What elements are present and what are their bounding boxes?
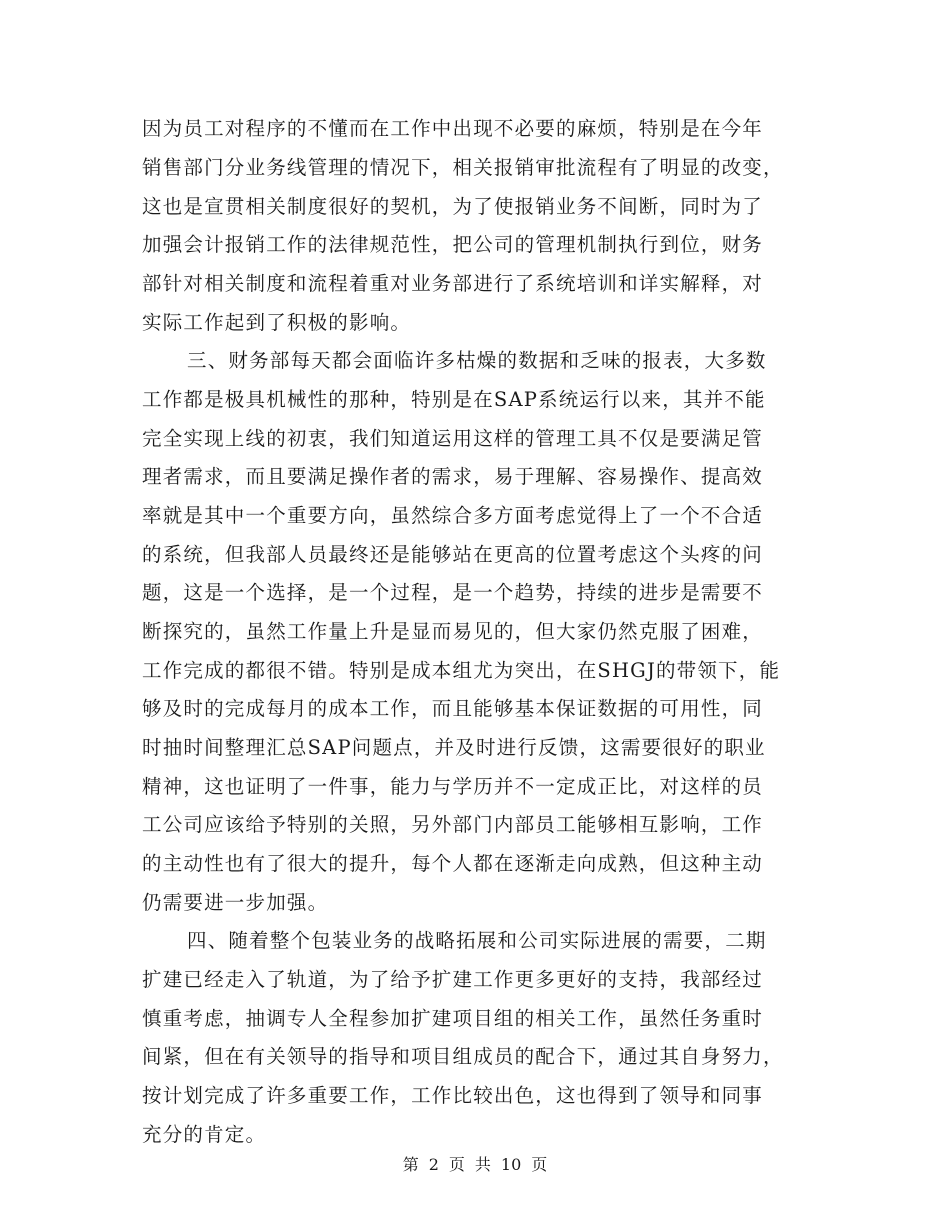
text-line: 因为员工对程序的不懂而在工作中出现不必要的麻烦，特别是在今年 (142, 117, 764, 140)
footer-suffix: 页 (531, 1155, 548, 1174)
text-line: 理者需求，而且要满足操作者的需求，易于理解、容易操作、提高效 (142, 465, 764, 488)
text-line: 完全实现上线的初衷，我们知道运用这样的管理工具不仅是要满足管 (142, 427, 764, 450)
footer-total-label: 共 (474, 1155, 491, 1174)
page-footer (0, 1154, 950, 1176)
text-line: 仍需要进一步加强。 (142, 891, 329, 914)
text-line: 的系统，但我部人员最终还是能够站在更高的位置考虑这个头疼的问 (142, 543, 764, 566)
text-line: 按计划完成了许多重要工作，工作比较出色，这也得到了领导和同事 (142, 1084, 764, 1107)
footer-prefix: 第 (402, 1155, 419, 1174)
text-line: 充分的肯定。 (142, 1123, 267, 1146)
text-line: 率就是其中一个重要方向，虽然综合多方面考虑觉得上了一个不合适 (142, 504, 764, 527)
text-line: 慎重考虑，抽调专人全程参加扩建项目组的相关工作，虽然任务重时 (142, 1007, 764, 1030)
paragraph-start-line: 四、随着整个包装业务的战略拓展和公司实际进展的需要，二期 (187, 929, 767, 952)
text-line: 部针对相关制度和流程着重对业务部进行了系统培训和详实解释，对 (142, 272, 764, 295)
footer-total-pages: 10 (500, 1155, 522, 1174)
text-line: 断探究的，虽然工作量上升是显而易见的，但大家仍然克服了困难， (142, 620, 764, 643)
text-line: 够及时的完成每月的成本工作，而且能够基本保证数据的可用性，同 (142, 697, 764, 720)
text-line: 扩建已经走入了轨道，为了给予扩建工作更多更好的支持，我部经过 (142, 968, 764, 991)
text-line: 销售部门分业务线管理的情况下，相关报销审批流程有了明显的改变， (142, 156, 784, 179)
text-line: 实际工作起到了积极的影响。 (142, 311, 412, 334)
text-line: 间紧，但在有关领导的指导和项目组成员的配合下，通过其自身努力， (142, 1045, 784, 1068)
text-line: 的主动性也有了很大的提升，每个人都在逐渐走向成熟，但这种主动 (142, 852, 764, 875)
text-line: 工作完成的都很不错。特别是成本组尤为突出，在SHGJ的带领下，能 (142, 659, 781, 682)
text-line: 题，这是一个选择，是一个过程，是一个趋势，持续的进步是需要不 (142, 581, 764, 604)
text-line: 时抽时间整理汇总SAP问题点，并及时进行反馈，这需要很好的职业 (142, 736, 766, 759)
paragraph-start-line: 三、财务部每天都会面临许多枯燥的数据和乏味的报表，大多数 (187, 349, 767, 372)
text-line: 精神，这也证明了一件事，能力与学历并不一定成正比，对这样的员 (142, 775, 764, 798)
text-line: 这也是宣贯相关制度很好的契机，为了使报销业务不间断，同时为了 (142, 195, 764, 218)
text-line: 工作都是极具机械性的那种，特别是在SAP系统运行以来，其并不能 (142, 388, 766, 411)
text-line: 工公司应该给予特别的关照，另外部门内部员工能够相互影响，工作 (142, 813, 764, 836)
text-line: 加强会计报销工作的法律规范性，把公司的管理机制执行到位，财务 (142, 233, 764, 256)
footer-page-label: 页 (448, 1155, 465, 1174)
footer-page-number: 2 (428, 1155, 439, 1174)
